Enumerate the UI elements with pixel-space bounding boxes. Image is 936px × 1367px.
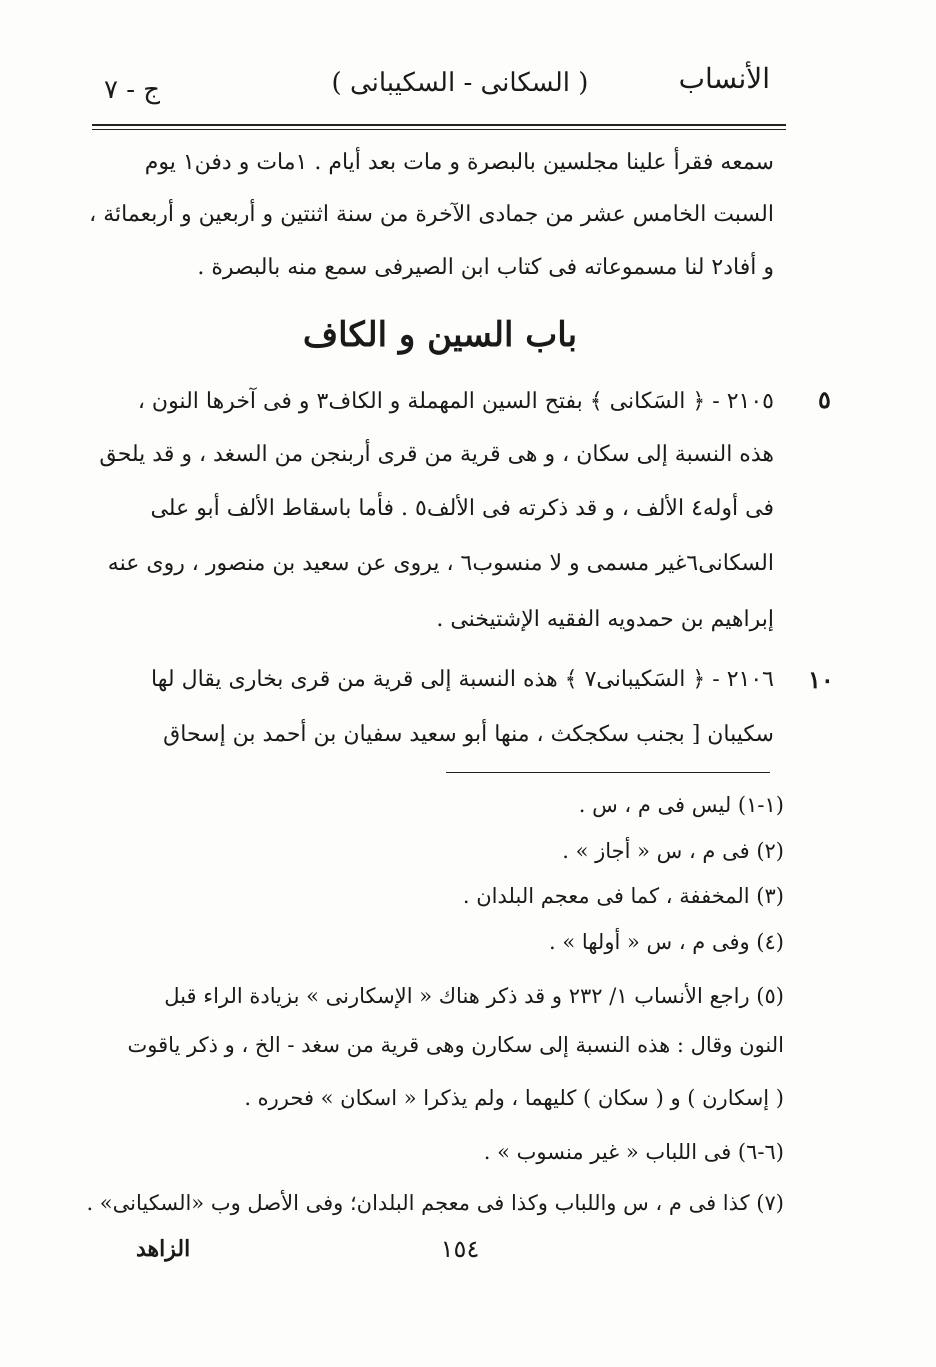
margin-line-number: ١٠ (808, 665, 834, 694)
text-line: ٢١٠٥ - ﴿ السَكانى ﴾ بفتح السين المهملة و الكاف٣ و فى آخرها النون ، (137, 389, 774, 414)
footnote: (٣) المخففة ، كما فى معجم البلدان . (462, 884, 784, 908)
footnote: (١-١) ليس فى م ، س . (578, 793, 784, 817)
running-title: ( السكانى - السكيبانى ) (331, 68, 589, 98)
margin-line-number: ٥ (818, 385, 831, 414)
section-heading: باب السين و الكاف (302, 315, 578, 355)
text-line: سكيبان [ بجنب سكجكث ، منها أبو سعيد سفيان بن أحمد بن إسحاق (163, 722, 774, 747)
footnote: (٧) كذا فى م ، س واللباب وكذا فى معجم البلدان؛ وفى الأصل وب «السكيانى» . (86, 1191, 784, 1215)
page-number: ١٥٤ (440, 1235, 480, 1263)
footnote: ( إسكارن ) و ( سكان ) كليهما ، ولم يذكرا « اسكان » فحرره . (244, 1086, 784, 1110)
text-line: ٢١٠٦ - ﴿ السَكيبانى٧ ﴾ هذه النسبة إلى قرية من قرى بخارى يقال لها (151, 667, 774, 692)
footnote: (٤) وفى م ، س « أولها » . (548, 930, 784, 954)
text-line: إبراهيم بن حمدويه الفقيه الإشتيخنى . (436, 607, 774, 632)
header-rule-thin (92, 129, 786, 130)
volume-label: ج - ٧ (104, 75, 161, 105)
footnote: (٢) فى م ، س « أجاز » . (562, 839, 784, 863)
text-line: و أفاد٢ لنا مسموعاته فى كتاب ابن الصيرفى سمع منه بالبصرة . (197, 255, 774, 280)
footnote-rule (446, 772, 770, 773)
footnote: (٥) راجع الأنساب ١/ ٢٣٢ و قد ذكر هناك « الإسكارنى » بزيادة الراء قبل (164, 984, 784, 1008)
press-name: الزاهد (136, 1236, 191, 1262)
text-line: السبت الخامس عشر من جمادى الآخرة من سنة اثنتين و أربعين و أربعمائة ، (89, 202, 774, 227)
footnote: (٦-٦) فى اللباب « غير منسوب » . (483, 1140, 784, 1164)
text-line: سمعه فقرأ علينا مجلسين بالبصرة و مات بعد أيام . ١مات و دفن١ يوم (144, 150, 774, 175)
text-line: هذه النسبة إلى سكان ، و هى قرية من قرى أربنجن من السغد ، و قد يلحق (99, 442, 774, 467)
text-line: السكانى٦غير مسمى و لا منسوب٦ ، يروى عن سعيد بن منصور ، روى عنه (107, 551, 774, 576)
footnote: النون وقال : هذه النسبة إلى سكارن وهى قرية من سغد - الخ ، و ذكر ياقوت (127, 1033, 784, 1057)
header-rule (92, 124, 786, 126)
text-line: فى أوله٤ الألف ، و قد ذكرته فى الألف٥ . فأما باسقاط الألف أبو على (150, 496, 774, 521)
book-title: الأنساب (678, 62, 770, 95)
